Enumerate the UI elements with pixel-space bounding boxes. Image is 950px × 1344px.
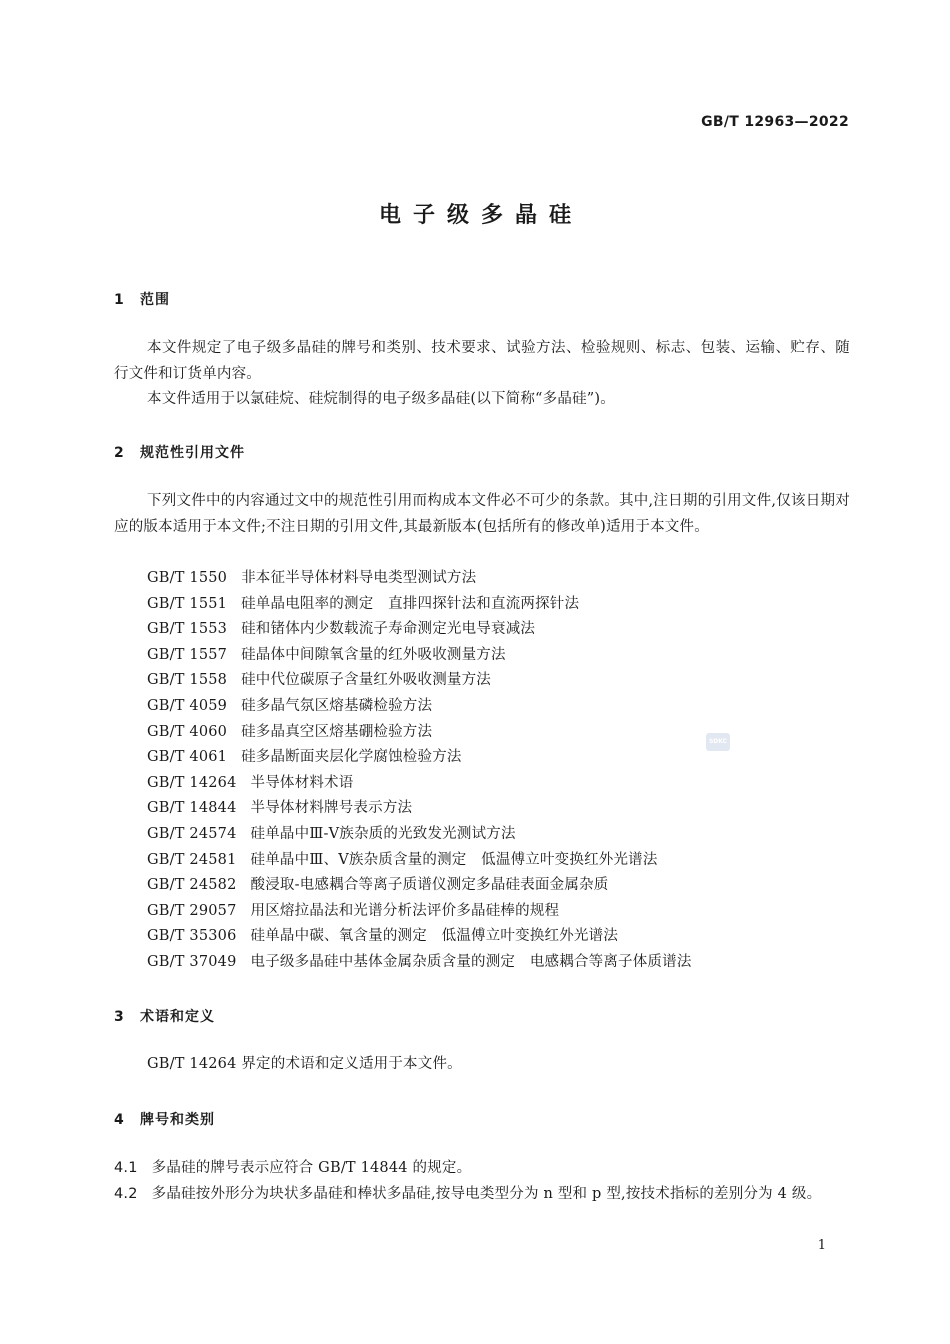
section-title: 规范性引用文件 bbox=[140, 445, 245, 461]
reference-item bbox=[147, 848, 692, 874]
reference-code: GB/T 1553 bbox=[147, 621, 228, 638]
section-1-paragraph-1: 本文件规定了电子级多晶硅的牌号和类别、技术要求、试验方法、检验规则、标志、包装、运输、贮存、随行文件和订货单内容。 bbox=[114, 340, 850, 382]
reference-item bbox=[147, 643, 692, 669]
reference-title: 用区熔拉晶法和光谱分析法评价多晶硅棒的规程 bbox=[250, 902, 560, 919]
reference-title: 半导体材料术语 bbox=[250, 774, 354, 791]
section-1-paragraph-2: 本文件适用于以氯硅烷、硅烷制得的电子级多晶硅(以下简称“多晶硅”)。 bbox=[147, 391, 615, 407]
reference-item bbox=[147, 694, 692, 720]
reference-item bbox=[147, 745, 692, 771]
reference-title: 硅多晶气氛区熔基磷检验方法 bbox=[241, 697, 433, 714]
clause-text: 多晶硅的牌号表示应符合 GB/T 14844 的规定。 bbox=[151, 1160, 472, 1176]
reference-item bbox=[147, 822, 692, 848]
section-number: 3 bbox=[114, 1009, 125, 1025]
clause-4-2 bbox=[114, 1182, 850, 1208]
reference-title: 硅和锗体内少数载流子寿命测定光电导衰减法 bbox=[241, 621, 536, 638]
standard-code: GB/T 12963—2022 bbox=[701, 114, 849, 130]
reference-code: GB/T 14844 bbox=[147, 800, 237, 817]
reference-item bbox=[147, 720, 692, 746]
reference-item bbox=[147, 592, 692, 618]
reference-title: 硅单晶中Ⅲ-Ⅴ族杂质的光致发光测试方法 bbox=[250, 825, 516, 842]
page-number: 1 bbox=[817, 1238, 826, 1253]
reference-title: 硅多晶真空区熔基硼检验方法 bbox=[241, 723, 433, 740]
reference-item bbox=[147, 950, 692, 976]
section-3-heading bbox=[114, 1006, 215, 1026]
reference-title: 硅单晶电阻率的测定 直排四探针法和直流两探针法 bbox=[241, 595, 580, 612]
clause-number: 4.1 bbox=[114, 1160, 138, 1176]
section-number: 4 bbox=[114, 1112, 125, 1128]
reference-title: 酸浸取-电感耦合等离子质谱仪测定多晶硅表面金属杂质 bbox=[250, 877, 609, 894]
section-title: 术语和定义 bbox=[140, 1009, 215, 1025]
reference-title: 非本征半导体材料导电类型测试方法 bbox=[241, 570, 477, 586]
reference-code: GB/T 24582 bbox=[147, 877, 237, 894]
section-title: 范围 bbox=[140, 292, 170, 308]
reference-item bbox=[147, 771, 692, 797]
reference-title: 硅单晶中Ⅲ、Ⅴ族杂质含量的测定 低温傅立叶变换红外光谱法 bbox=[250, 851, 658, 868]
section-3-paragraph: GB/T 14264 界定的术语和定义适用于本文件。 bbox=[147, 1056, 462, 1072]
reference-item bbox=[147, 873, 692, 899]
reference-code: GB/T 1551 bbox=[147, 595, 228, 612]
reference-code: GB/T 24581 bbox=[147, 851, 237, 868]
reference-title: 硅多晶断面夹层化学腐蚀检验方法 bbox=[241, 749, 462, 766]
reference-code: GB/T 14264 bbox=[147, 774, 237, 791]
reference-code: GB/T 37049 bbox=[147, 953, 237, 970]
clause-text: 多晶硅按外形分为块状多晶硅和棒状多晶硅,按导电类型分为 n 型和 p 型,按技术指标的差别分为 4 级。 bbox=[151, 1186, 822, 1202]
reference-title: 电子级多晶硅中基体金属杂质含量的测定 电感耦合等离子体质谱法 bbox=[250, 953, 692, 970]
section-4-heading bbox=[114, 1109, 215, 1129]
section-2-heading bbox=[114, 442, 245, 462]
reference-code: GB/T 35306 bbox=[147, 928, 237, 945]
reference-code: GB/T 4060 bbox=[147, 723, 228, 740]
reference-title: 硅晶体中间隙氧含量的红外吸收测量方法 bbox=[241, 646, 506, 663]
reference-list bbox=[147, 566, 692, 976]
reference-title: 硅单晶中碳、氧含量的测定 低温傅立叶变换红外光谱法 bbox=[250, 928, 619, 945]
clause-4-1 bbox=[114, 1156, 850, 1182]
reference-item bbox=[147, 796, 692, 822]
reference-item bbox=[147, 617, 692, 643]
reference-item bbox=[147, 924, 692, 950]
reference-code: GB/T 24574 bbox=[147, 825, 237, 842]
reference-code: GB/T 4061 bbox=[147, 749, 228, 766]
watermark-logo: SDKC bbox=[706, 733, 730, 751]
document-title: 电子级多晶硅 bbox=[378, 203, 583, 228]
section-2-intro: 下列文件中的内容通过文中的规范性引用而构成本文件必不可少的条款。其中,注日期的引用文件,仅该日期对应的版本适用于本文件;不注日期的引用文件,其最新版本(包括所有的修改单)适用于本文件。 bbox=[114, 493, 850, 535]
reference-code: GB/T 4059 bbox=[147, 697, 228, 714]
reference-item bbox=[147, 899, 692, 925]
reference-item bbox=[147, 566, 692, 592]
reference-code: GB/T 29057 bbox=[147, 902, 237, 919]
reference-code: GB/T 1550 bbox=[147, 570, 228, 586]
section-number: 2 bbox=[114, 445, 125, 461]
clause-number: 4.2 bbox=[114, 1186, 138, 1202]
section-title: 牌号和类别 bbox=[140, 1112, 215, 1128]
section-1-heading bbox=[114, 289, 170, 309]
reference-title: 硅中代位碳原子含量红外吸收测量方法 bbox=[241, 672, 492, 689]
reference-code: GB/T 1557 bbox=[147, 646, 228, 663]
reference-title: 半导体材料牌号表示方法 bbox=[250, 800, 413, 817]
reference-code: GB/T 1558 bbox=[147, 672, 228, 689]
reference-item bbox=[147, 668, 692, 694]
section-number: 1 bbox=[114, 292, 125, 308]
